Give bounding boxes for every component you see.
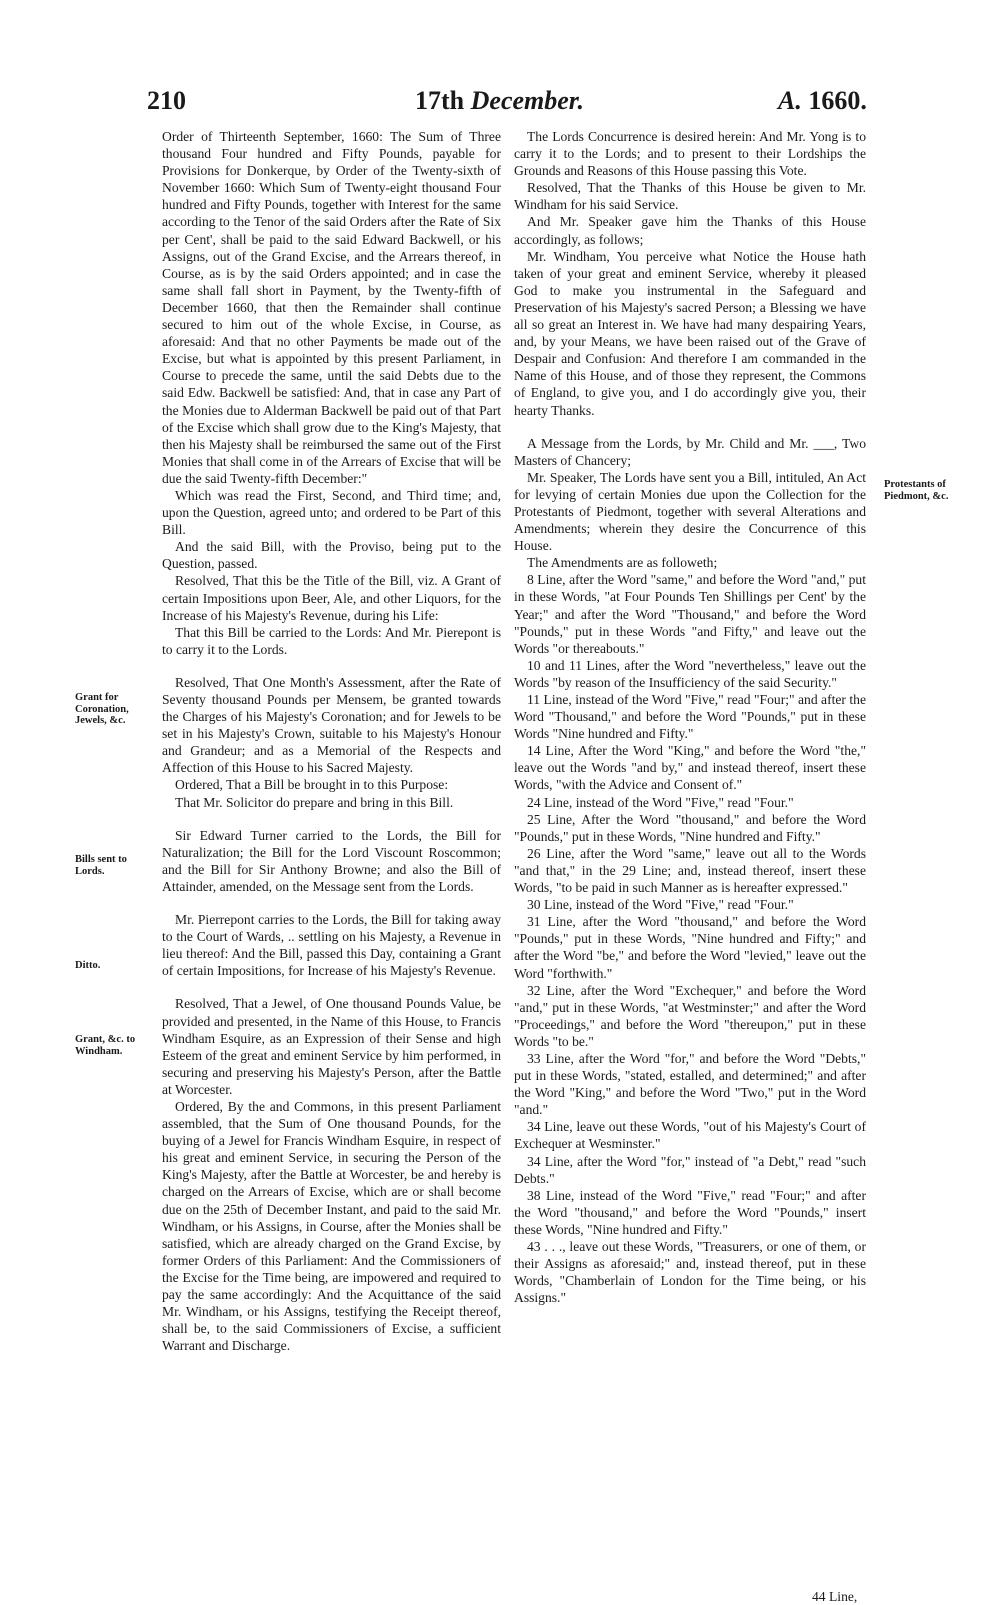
catchword: 44 Line,: [812, 1589, 858, 1604]
amendment-line: 43 . . ., leave out these Words, "Treasurers, or one of them, or their Assigns as aforesaid;" and, instead thereof, put in these Words, "Chamberlain of London for the Time being, or his Assigns.": [514, 1239, 866, 1306]
header-year-prefix: A.: [778, 86, 802, 115]
left-paragraph: Sir Edward Turner carried to the Lords, the Bill for Naturalization; the Bill for the Lord Viscount Roscommon; and the Bill for Sir Anthony Browne; and also the Bill of Attainder, amended, on the Message sent from the Lords.: [162, 827, 501, 894]
left-column: [162, 128, 501, 1354]
amendment-line: 14 Line, After the Word "King," and before the Word "the," leave out the Words "and by," and instead thereof, insert these Words, "with the Advice and Consent of.": [514, 743, 866, 793]
left-paragraph: Resolved, That this be the Title of the Bill, viz. A Grant of certain Impositions upon Beer, Ale, and other Liquors, for the Increase of his Majesty's Revenue, during his Life:: [162, 573, 501, 623]
right-paragraph: Mr. Speaker, The Lords have sent you a Bill, intituled, An Act for levying of certain Monies due upon the Collection for the Protestants of Piedmont, together with several Alterations and Amendments; wherein they desire the Concurrence of this House.: [514, 469, 866, 554]
amendment-line: 26 Line, after the Word "same," leave out all to the Words "and that," in the 29 Line; and, instead thereof, insert these Words, "to be paid in such Manner as is hereafter expressed.": [514, 845, 866, 896]
header-month: December.: [470, 86, 584, 115]
header-year: [778, 86, 867, 116]
margin-note-bills-sent: Bills sent to Lords.: [75, 854, 127, 877]
header-year-value: 1660.: [808, 86, 867, 115]
amendment-line: 34 Line, after the Word "for," instead of "a Debt," read "such Debts.": [514, 1153, 866, 1186]
right-paragraph: Resolved, That the Thanks of this House be given to Mr. Windham for his said Service.: [514, 180, 866, 213]
left-paragraph: That this Bill be carried to the Lords: And Mr. Pierepont is to carry it to the Lords.: [162, 624, 501, 657]
page-header: [0, 86, 992, 126]
amendment-line: 24 Line, instead of the Word "Five," read "Four.": [527, 794, 794, 810]
left-paragraph: That Mr. Solicitor do prepare and bring in this Bill.: [175, 794, 454, 810]
left-paragraph: Mr. Pierrepont carries to the Lords, the Bill for taking away to the Court of Wards, .. settling on his Majesty, a Revenue in lieu thereof: And the Bill, passed this Day, containing a Grant of certain Impositions, for Increase of his Majesty's Revenue.: [162, 912, 501, 979]
header-day: 17th: [415, 86, 465, 115]
margin-note-ditto: Ditto.: [75, 960, 101, 971]
left-paragraph: Which was read the First, Second, and Third time; and, upon the Question, agreed unto; and ordered to be Part of this Bill.: [162, 487, 501, 538]
left-paragraph: Resolved, That One Month's Assessment, after the Rate of Seventy thousand Pounds per Mensem, be granted towards the Charges of his Majesty's Coronation; and for Jewels to be set in his Majesty's Crown, suitable to his Majesty's Honour and Grandeur; and as a Memorial of the Respects and Affection of this House to his Sacred Majesty.: [162, 674, 501, 776]
header-date: [415, 86, 584, 116]
amendment-line: 34 Line, leave out these Words, "out of his Majesty's Court of Exchequer at Wesminster.": [514, 1119, 866, 1152]
left-paragraph: Resolved, That a Jewel, of One thousand Pounds Value, be provided and presented, in the Name of this House, to Francis Windham Esquire, as an Expression of their Sense and high Esteem of the great and eminent Service by him performed, in securing and preserving his Majesty's Person, after the Battle at Worcester.: [162, 996, 501, 1097]
left-paragraph: Ordered, By the and Commons, in this present Parliament assembled, that the Sum of One thousand Pounds, for the buying of a Jewel for Francis Windham Esquire, in respect of his great and eminent Service, in securing the Person of the King's Majesty, after the Battle at Worcester, be and hereby is charged on the Arrears of Excise, which are or shall become due on the 25th of December Instant, and paid to the said Mr. Windham, or his Assigns, in Course, after the Monies shall be satisfied, which are already charged on the Grand Excise, by former Orders of this Parliament: And the Commissioners of the Excise for the Time being, are impowered and required to pay the same accordingly: And the Acquittance of the said Mr. Windham, or his Assigns, testifying the Receipt thereof, shall be, to the said Commissioners of Excise, a sufficient Warrant and Discharge.: [162, 1098, 501, 1354]
right-paragraph: Mr. Windham, You perceive what Notice the House hath taken of your great and eminent Service, whereby it pleased God to make you instrumental in the Safeguard and Preservation of his Majesty's sacred Person; a Blessing we have all so great an Interest in. We have had many despairing Years, and, by your Means, we have been raised out of the Grave of Despair and Confusion: And therefore I am commanded in the Name of this House, and of those they represent, the Commons of England, to give you, and I do accordingly give you, their hearty Thanks.: [514, 248, 866, 418]
right-paragraph: And Mr. Speaker gave him the Thanks of this House accordingly, as follows;: [514, 214, 866, 247]
amendment-line: 8 Line, after the Word "same," and before the Word "and," put in these Words, "at Four Pounds Ten Shillings per Cent' by the Year;" and after the Word "Thousand," and before the Word "Pounds," put in these Words "and Fifty," and leave out the Words "or thereabouts.": [514, 572, 866, 656]
page-number: 210: [147, 86, 186, 115]
left-paragraph: And the said Bill, with the Proviso, being put to the Question, passed.: [162, 539, 501, 572]
right-paragraph: The Amendments are as followeth;: [527, 555, 718, 571]
margin-note-piedmont: Protestants of Piedmont, &c.: [884, 479, 949, 502]
amendment-line: 25 Line, After the Word "thousand," and before the Word "Pounds," put in these Words, "Nine hundred and Fifty.": [514, 811, 866, 844]
margin-note-windham: Grant, &c. to Windham.: [75, 1034, 136, 1057]
left-paragraph: Ordered, That a Bill be brought in to this Purpose:: [175, 777, 449, 793]
amendment-line: 30 Line, instead of the Word "Five," read "Four.": [527, 897, 794, 913]
amendment-line: 32 Line, after the Word "Exchequer," and before the Word "and," put in these Words, "at Westminster;" and after the Word "Proceedings," and before the Word "thereupon," put in these Words "to be.": [514, 982, 866, 1049]
amendment-line: 33 Line, after the Word "for," and before the Word "Debts," put in these Words, "stated, estalled, and determined;" and after the Word "King," and before the Word "Two," put in the Word "and.": [514, 1050, 866, 1118]
amendment-line: 11 Line, instead of the Word "Five," read "Four;" and after the Word "Thousand," and before the Word "Pounds," put in these Words "Nine hundred and Fifty.": [514, 692, 866, 742]
amendment-line: 31 Line, after the Word "thousand," and before the Word "Pounds," put in these Words, "Nine hundred and Fifty;" and after the Word "be," and before the Word "levied," leave out the Word "forthwith.": [514, 914, 866, 981]
right-column: [514, 128, 866, 1306]
margin-note-coronation: Grant for Coronation, Jewels, &c.: [75, 692, 129, 726]
left-paragraph: Order of Thirteenth September, 1660: The Sum of Three thousand Four hundred and Fifty Pounds, payable for Provisions for Donkerque, by Order of the Twenty-sixth of November 1660: Which Sum of Twenty-eight thousand Four hundred and Fifty Pounds, together with Interest for the same according to the Tenor of the said Orders after the Rate of Six per Cent', shall be paid to the said Edward Backwell, or his Assigns, out of the Grand Excise, and the Arrears thereof, in Course, as is by the said Orders appointed; and in case the same shall fall short in Payment, by the Twenty-fifth of December 1660, that then the Remainder shall continue secured to him out of the whole Excise, in Course, as aforesaid: And that no other Payments be made out of the Excise, but what is appointed by this present Parliament, in Course to precede the same, until the said Debts due to the said Edw. Backwell be satisfied: And, that in case any Part of the Monies due to Alderman Backwell be paid out of that Part of the Excise which shall grow due to the King's Majesty, that then his Majesty shall be reimbursed the same out of the First Monies that shall come in of the Arrears of Excise that will be due the said Twenty-fifth December:": [162, 129, 501, 486]
right-paragraph: A Message from the Lords, by Mr. Child and Mr. ___, Two Masters of Chancery;: [514, 435, 866, 468]
amendment-line: 10 and 11 Lines, after the Word "nevertheless," leave out the Words "by reason of the Insufficiency of the said Security.": [514, 657, 866, 690]
right-paragraph: The Lords Concurrence is desired herein: And Mr. Yong is to carry it to the Lords; and to present to their Lordships the Grounds and Reasons of this House passing this Vote.: [514, 129, 866, 179]
amendment-line: 38 Line, instead of the Word "Five," read "Four;" and after the Word "thousand," and before the Word "Pounds," insert these Words, "Nine hundred and Fifty.": [514, 1187, 866, 1237]
